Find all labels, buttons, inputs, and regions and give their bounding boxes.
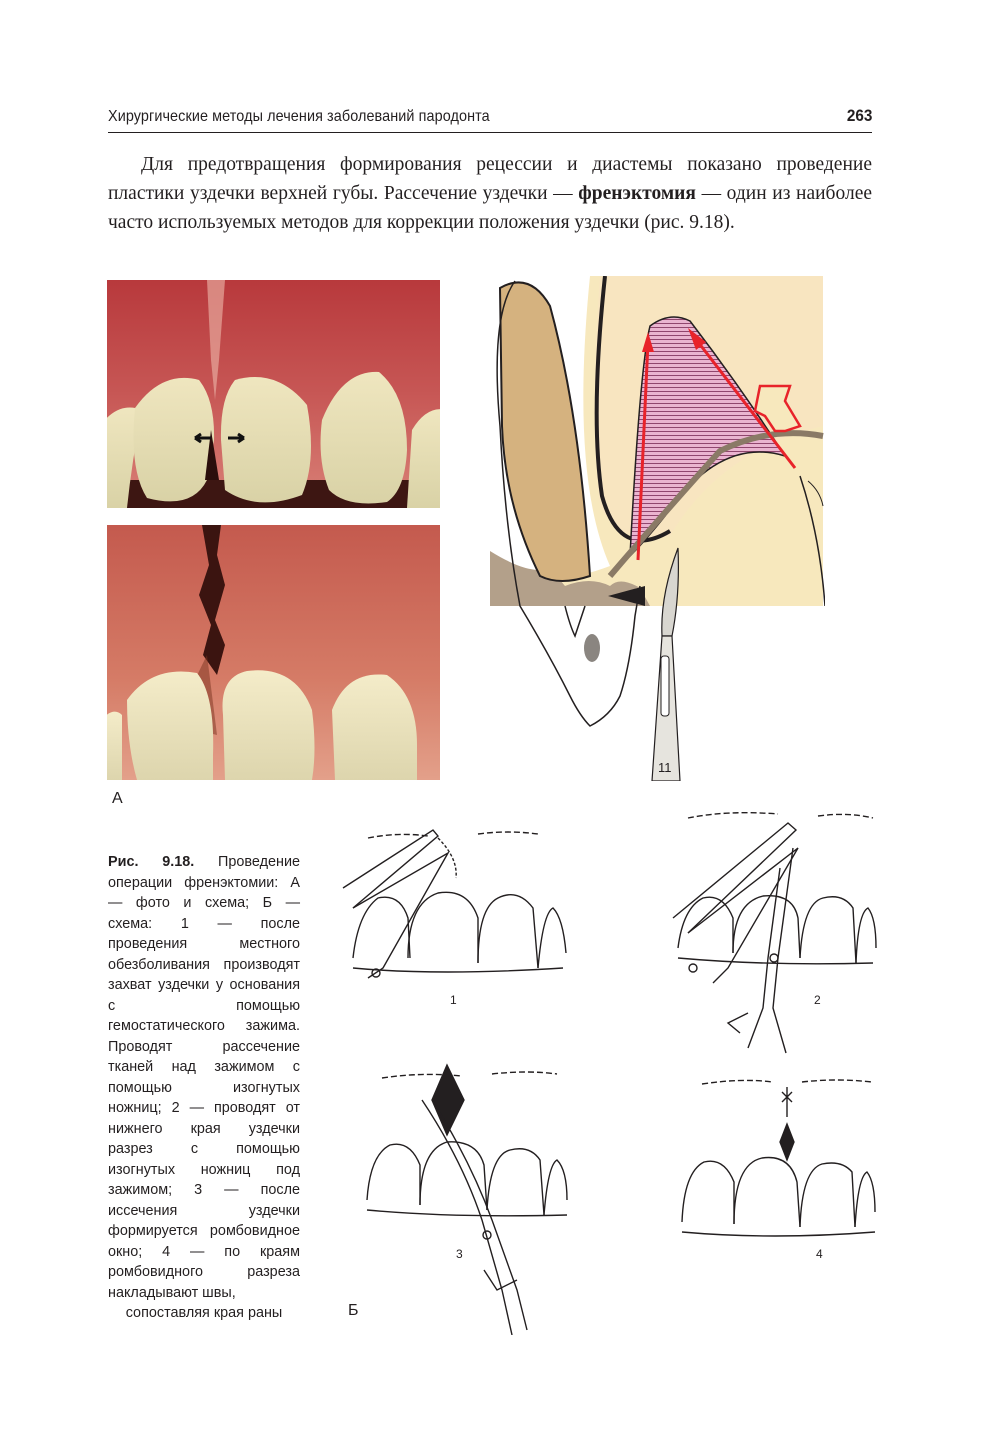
body-paragraph xyxy=(108,150,872,237)
term-frenectomy: френэктомия xyxy=(578,183,696,204)
step-2-number: 2 xyxy=(814,993,821,1007)
running-head xyxy=(108,104,872,133)
frenectomy-scheme xyxy=(490,276,825,786)
page-number: 263 xyxy=(846,106,872,125)
step-1-drawing xyxy=(338,818,568,1013)
caption-text: Проведение операции френэктомии: А — фото и схема; Б — схема: 1 — после проведения местного обезболивания производят захват уздечки у основания с помощью гемостатического зажима. Проводят рассечение тканей над зажимом с помощью изогнутых ножниц; 2 — проводят от нижнего края уздечки разрез с помощью изогнутых ножниц под зажимом; 3 — после иссечения уздечки формируется ромбовидное окно; 4 — по краям ромбовидного разреза накладывают швы, xyxy=(108,853,301,1301)
photo-frenum-after xyxy=(107,525,440,780)
panel-b-label: Б xyxy=(348,1302,359,1319)
step-4-number: 4 xyxy=(816,1247,823,1261)
panel-a-label: А xyxy=(112,790,123,807)
photo-frenum-before xyxy=(107,280,440,508)
caption-last-line: сопоставляя края раны xyxy=(125,1304,283,1321)
figure-caption xyxy=(108,852,300,1324)
caption-label: Рис. 9.18. xyxy=(108,853,195,870)
paragraph-text-1: Для предотвращения формирования рецессии и диастемы показано проведение пластики уздечки верхней губы. Рассечение уздечки — xyxy=(108,154,872,204)
step-2-drawing xyxy=(668,808,878,1063)
scalpel-blade-label: 11 xyxy=(658,760,672,775)
paragraph-text-2: — один из наиболее часто используемых методов для коррекции положения уздечки (рис. 9.18). xyxy=(108,183,873,233)
step-3-number: 3 xyxy=(456,1247,463,1261)
running-head-title: Хирургические методы лечения заболеваний пародонта xyxy=(108,108,490,125)
step-1-number: 1 xyxy=(450,993,457,1007)
step-4-drawing xyxy=(672,1072,877,1252)
step-3-drawing xyxy=(352,1060,572,1340)
